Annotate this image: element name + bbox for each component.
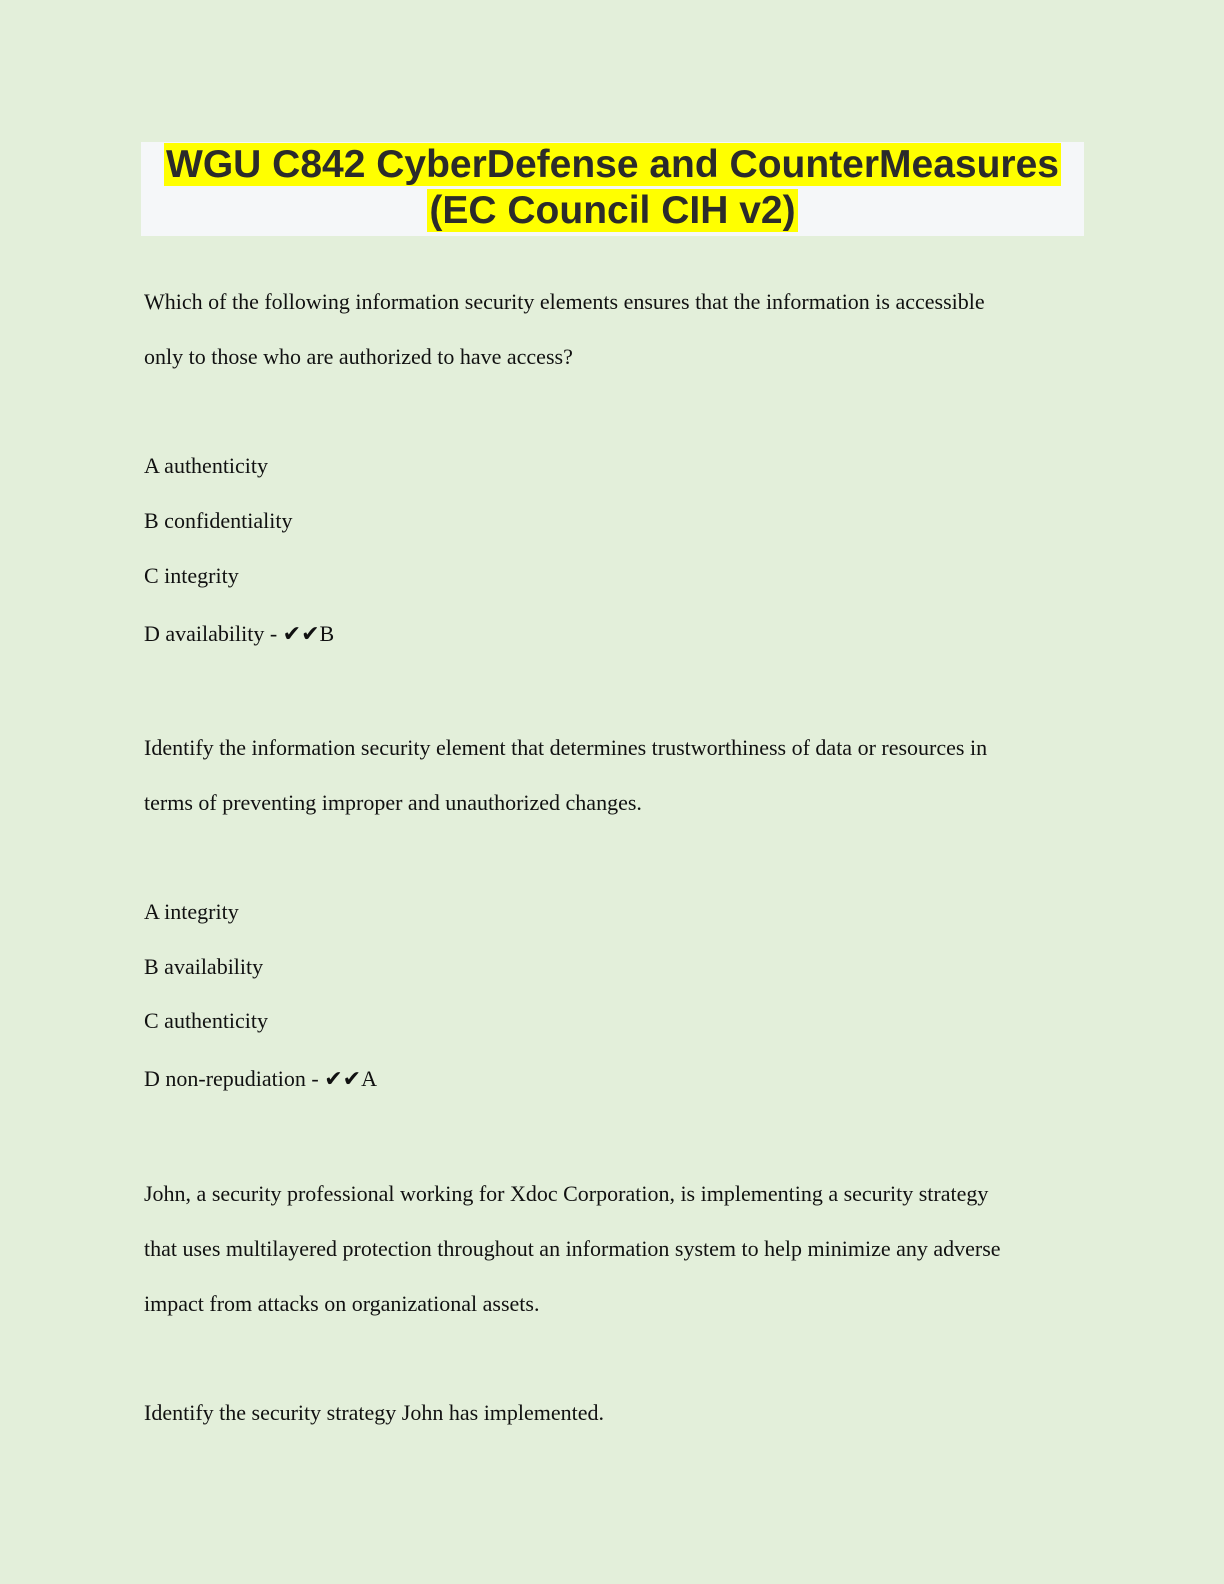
q2-option-a: A integrity bbox=[144, 899, 239, 924]
q3-scenario-line-2: that uses multilayered protection throughout an information system to help minimize any adverse bbox=[144, 1236, 1001, 1261]
title-line-1: WGU C842 CyberDefense and CounterMeasures bbox=[166, 143, 1059, 186]
q1-option-d-answer: D availability - ✔✔B bbox=[144, 621, 335, 646]
q2-option-b: B availability bbox=[144, 954, 264, 979]
q1-option-c: C integrity bbox=[144, 563, 239, 588]
q1-option-a: A authenticity bbox=[144, 453, 269, 478]
q2-option-d-answer: D non-repudiation - ✔✔A bbox=[144, 1066, 377, 1091]
q3-question: Identify the security strategy John has implemented. bbox=[144, 1400, 605, 1425]
q3-scenario-line-3: impact from attacks on organizational assets. bbox=[144, 1291, 540, 1316]
document-title bbox=[141, 142, 1084, 236]
q1-option-b: B confidentiality bbox=[144, 508, 293, 533]
q3-scenario-line-1: John, a security professional working for Xdoc Corporation, is implementing a security strategy bbox=[144, 1181, 989, 1206]
q1-question-line-2: only to those who are authorized to have access? bbox=[144, 344, 573, 369]
title-line-2: (EC Council CIH v2) bbox=[429, 189, 796, 232]
q2-option-c: C authenticity bbox=[144, 1008, 269, 1033]
q2-question-line-1: Identify the information security element that determines trustworthiness of data or resources in bbox=[144, 735, 988, 760]
q1-question-line-1: Which of the following information security elements ensures that the information is accessible bbox=[144, 289, 985, 314]
q2-question-line-2: terms of preventing improper and unauthorized changes. bbox=[144, 790, 642, 815]
